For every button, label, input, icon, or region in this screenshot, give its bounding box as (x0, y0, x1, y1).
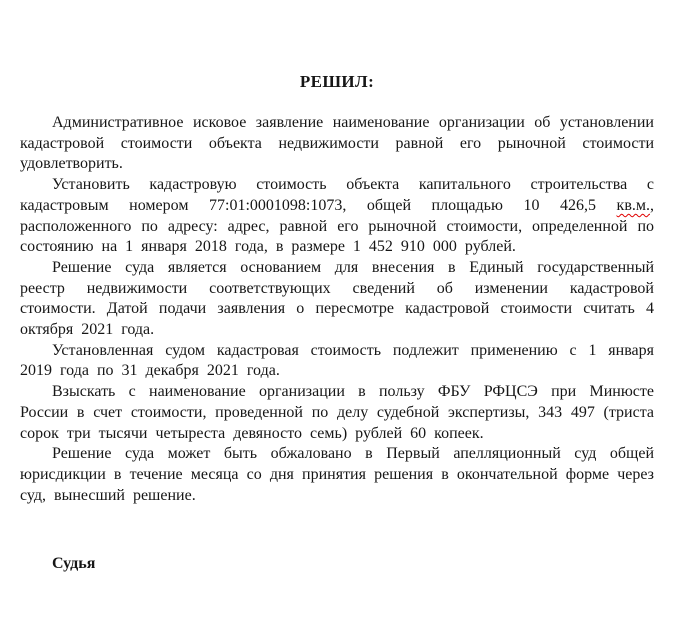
paragraph-expertise-costs: Взыскать с наименование организации в пользу ФБУ РФЦСЭ при Минюсте России в счет стоимости, проведенной по делу судебной экспертизы, 343 497 (триста сорок три тысячи четыреста девяносто семь) рублей 60 копеек. (20, 383, 654, 442)
paragraph-claim-granted: Административное исковое заявление наименование организации об установлении кадастровой стоимости объекта недвижимости равной его рыночной стоимости удовлетворить. (20, 114, 654, 173)
document-heading: РЕШИЛ: (299, 72, 375, 91)
paragraph-appeal-rights: Решение суда может быть обжаловано в Первый апелляционный суд общей юрисдикции в течение месяца со дня принятия решения в окончательной форме через суд, вынесший решение. (20, 445, 654, 504)
paragraph-registry-entry: Решение суда является основанием для внесения в Единый государственный реестр недвижимости соответствующих сведений об изменении кадастровой стоимости. Датой подачи заявления о пересмотре кадастровой стоимости считать 4 октября 2021 года. (20, 258, 654, 339)
misspelled-word-underline: кв.м. (616, 196, 650, 214)
signature-label: Судья (52, 555, 96, 573)
paragraph-cadastral-value (20, 175, 654, 258)
paragraph-application-period: Установленная судом кадастровая стоимость подлежит применению с 1 января 2019 года по 31 декабря 2021 года. (20, 341, 654, 380)
paragraph-cadastral-value-text-after: , расположенного по адресу: адрес, равной его рыночной стоимости, определенной по состоянию на 1 января 2018 года, в размере 1 452 910 000 рублей. (20, 196, 654, 256)
paragraph-cadastral-value-text-before: Установить кадастровую стоимость объекта капитального строительства с кадастровым номером 77:01:0001098:1073, общей площадью 10 426,5 (20, 176, 654, 214)
